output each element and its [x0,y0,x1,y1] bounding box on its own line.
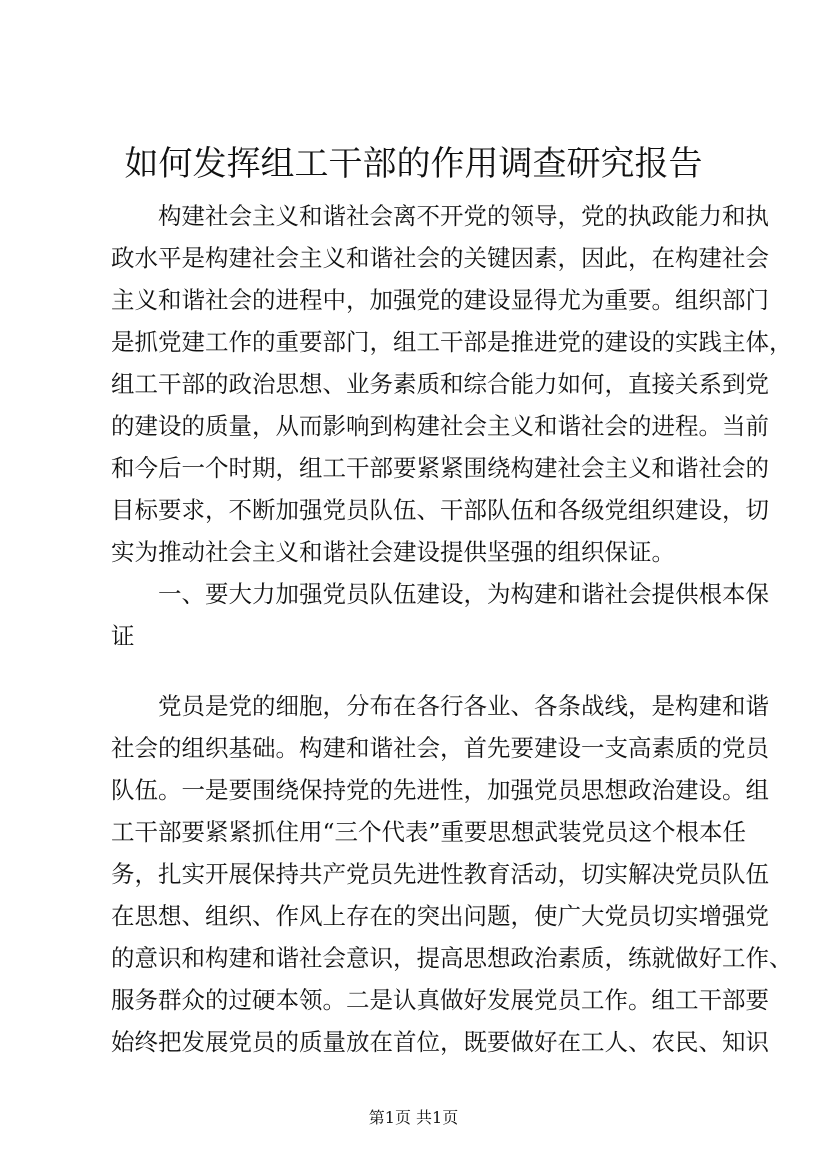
text-line: 服务群众的过硬本领。二是认真做好发展党员工作。组工干部要 [111,986,769,1014]
text-line: 是抓党建工作的重要部门，组工干部是推进党的建设的实践主体， [111,328,793,356]
text-line: 工干部要紧紧抓住用“三个代表”重要思想武装党员这个根本任 [111,818,747,846]
text-line: 的意识和构建和谐社会意识，提高思想政治素质，练就做好工作、 [111,944,793,972]
document-body [111,195,793,1063]
text-line: 构建社会主义和谐社会离不开党的领导，党的执政能力和执 [158,202,769,230]
text-line: 目标要求，不断加强党员队伍、干部队伍和各级党组织建设，切 [111,496,769,524]
text-line: 始终把发展党员的质量放在首位，既要做好在工人、农民、知识 [111,1028,769,1056]
text-line: 和今后一个时期，组工干部要紧紧围绕构建社会主义和谐社会的 [111,454,769,482]
text-line: 的建设的质量，从而影响到构建社会主义和谐社会的进程。当前 [111,412,769,440]
paragraph-intro [111,195,793,573]
text-line: 社会的组织基础。构建和谐社会，首先要建设一支高素质的党员 [111,734,769,762]
text-line: 组工干部的政治思想、业务素质和综合能力如何，直接关系到党 [111,370,769,398]
text-line: 主义和谐社会的进程中，加强党的建设显得尤为重要。组织部门 [111,286,769,314]
paragraph-gap [111,657,721,685]
section-heading-1 [111,573,769,657]
text-line: 证 [111,622,135,650]
page-footer: 第1页 共1页 [368,1108,459,1127]
paragraph-party-members [111,685,793,1063]
text-line: 在思想、组织、作风上存在的突出问题，使广大党员切实增强党 [111,902,769,930]
text-line: 队伍。一是要围绕保持党的先进性，加强党员思想政治建设。组 [111,776,769,804]
text-line: 政水平是构建社会主义和谐社会的关键因素，因此，在构建社会 [111,244,769,272]
document-title: 如何发挥组工干部的作用调查研究报告 [124,144,703,184]
text-line: 务，扎实开展保持共产党员先进性教育活动，切实解决党员队伍 [111,860,769,888]
text-line: 一、要大力加强党员队伍建设，为构建和谐社会提供根本保 [158,580,769,608]
text-line: 实为推动社会主义和谐社会建设提供坚强的组织保证。 [111,538,675,566]
text-line: 党员是党的细胞，分布在各行各业、各条战线，是构建和谐 [158,692,769,720]
